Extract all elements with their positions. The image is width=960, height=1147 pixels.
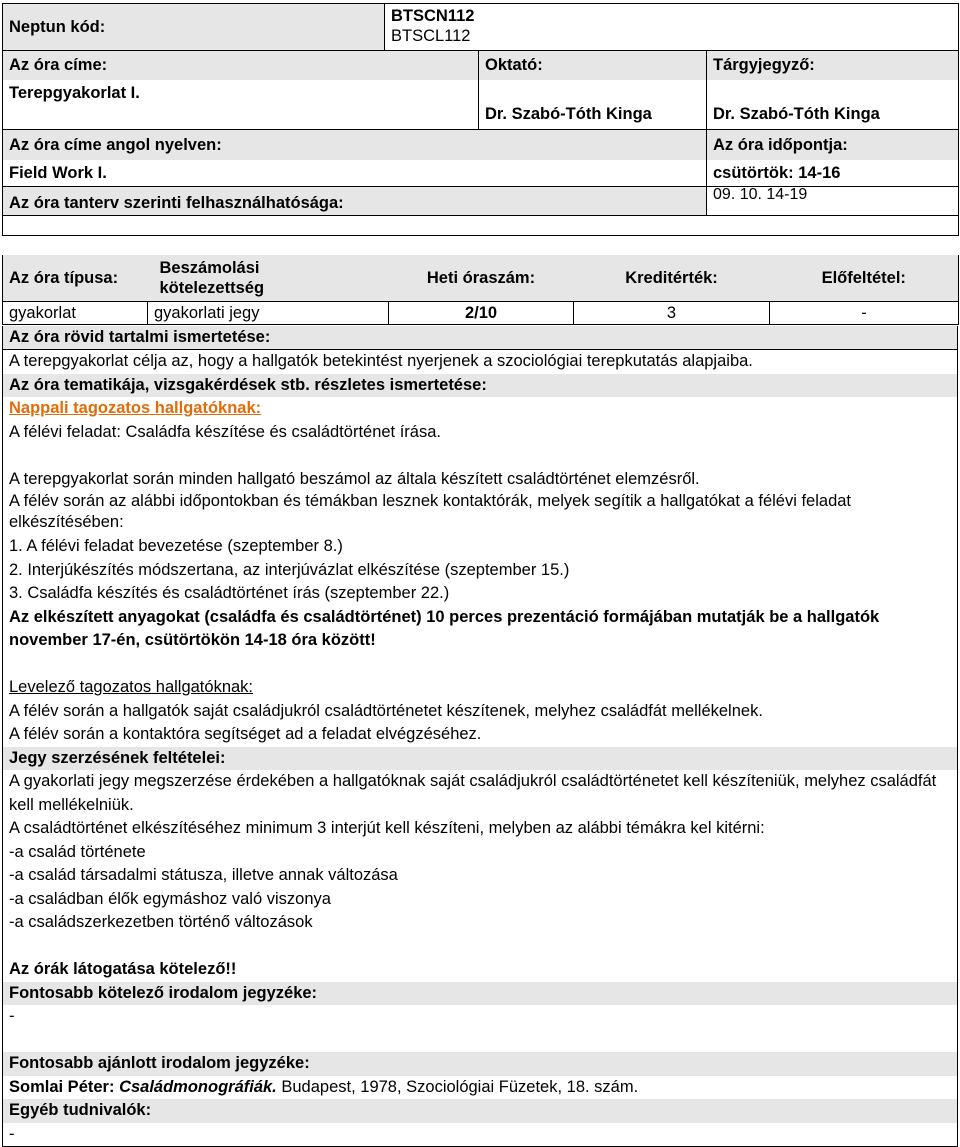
other-info-heading: Egyéb tudnivalók: (3, 1099, 957, 1123)
spacer (9, 653, 951, 677)
course-header-table (2, 3, 959, 236)
session-item: 1. A félévi feladat bevezetése (szeptember 8.) (9, 537, 343, 555)
notes-author-label: Tárgyjegyző: (707, 51, 959, 80)
fulltime-paragraph-2: A félév során az alábbi időpontokban és témákban lesznek kontaktórák, melyek segítik a hallgatókat a félévi feladat elkészítésében: (9, 492, 852, 531)
usability-label: Az óra tanterv szerinti felhasználhatósága: (3, 187, 707, 216)
parttime-paragraph-1: A félév során a hallgatók saját családjukról családtörténetet készítenek, melyhez családfát mellékelnek. (9, 701, 763, 720)
prereq-value: - (770, 301, 959, 324)
parttime-heading: Levelező tagozatos hallgatóknak: (9, 678, 254, 696)
parttime-paragraph-2: A félév során a kontaktóra segítséget ad a feladat elvégzéséhez. (9, 725, 482, 743)
time-value-1: csütörtök: 14-16 (707, 160, 959, 187)
neptun-codes (385, 4, 959, 51)
english-title-label: Az óra címe angol nyelven: (3, 130, 707, 160)
required-literature-value: - (9, 1007, 15, 1025)
rec-details: Budapest, 1978, Szociológiai Füzetek, 18. szám. (281, 1077, 639, 1096)
grading-section (3, 770, 957, 982)
content-body (2, 326, 958, 1147)
hours-label: Heti óraszám: (426, 268, 536, 287)
topics-heading: Az óra tematikája, vizsgakérdések stb. részletes ismertetése: (3, 374, 957, 398)
required-literature-heading: Fontosabb kötelező irodalom jegyzéke: (3, 982, 957, 1006)
course-meta-table (2, 255, 959, 325)
recommended-literature-heading: Fontosabb ajánlott irodalom jegyzéke: (3, 1052, 957, 1076)
summary-heading: Az óra rövid tartalmi ismertetése: (3, 326, 957, 350)
fulltime-paragraph-1: A terepgyakorlat során minden hallgató beszámol az általa készített családtörténet elemzésről. (9, 469, 700, 488)
grading-heading: Jegy szerzésének feltételei: (3, 747, 957, 771)
fulltime-heading: Nappali tagozatos hallgatóknak: (9, 399, 262, 417)
neptun-label: Neptun kód: (3, 4, 385, 51)
rec-author: Somlai Péter: (9, 1077, 115, 1096)
topics-section (3, 397, 957, 747)
credit-label: Kreditérték: (625, 268, 718, 287)
recommended-literature-item (3, 1076, 957, 1100)
notes-author-value: Dr. Szabó-Tóth Kinga (707, 80, 959, 130)
type-label: Az óra típusa: (3, 255, 148, 301)
report-label (148, 255, 389, 301)
hours-value: 2/10 (389, 301, 574, 324)
grading-paragraph-2: A családtörténet elkészítéséhez minimum 3 interjút kell készíteni, melyben az alábbi témákra kel kitérni: (9, 819, 765, 837)
teacher-label: Oktató: (479, 51, 707, 80)
credit-value: 3 (574, 301, 770, 324)
presentation-note: Az elkészített anyagokat (családfa és családtörténet) 10 perces prezentáció formájában mutatják be a hallgatók november 17-én, csütörtökön 14-18 óra között! (9, 607, 880, 649)
usability-value (3, 216, 959, 236)
teacher-value: Dr. Szabó-Tóth Kinga (479, 80, 707, 130)
grading-topic: -a családszerkezetben történő változások (9, 913, 313, 931)
summary-text: A terepgyakorlat célja az, hogy a hallgatók betekintést nyerjenek a szociológiai terepkutatás alapjaiba. (9, 352, 753, 370)
other-info-value: - (9, 1124, 15, 1143)
session-item: 3. Családfa készítés és családtörténet írás (szeptember 22.) (9, 584, 450, 602)
grading-topic: -a család társadalmi státusza, illetve annak változása (9, 866, 398, 884)
course-title-value: Terepgyakorlat I. (3, 80, 479, 130)
grading-topic: -a családban élők egymáshoz való viszonya (9, 889, 331, 908)
attendance-note: Az órák látogatása kötelező!! (9, 960, 237, 978)
fulltime-task: A félévi feladat: Családfa készítése és családtörténet írása. (9, 422, 441, 441)
neptun-code-1: BTSCN112 (391, 7, 475, 25)
spacer (9, 935, 951, 959)
time-label: Az óra időpontja: (707, 130, 959, 160)
neptun-code-2: BTSCL112 (391, 27, 471, 45)
rec-title: Családmonográfiák. (119, 1077, 277, 1096)
report-label-2: kötelezettség (159, 279, 265, 297)
report-value: gyakorlati jegy (148, 301, 389, 324)
spacer (3, 1029, 957, 1053)
time-value-2: 09. 10. 14-19 (707, 187, 959, 216)
report-label-1: Beszámolási (159, 259, 260, 277)
prereq-label: Előfeltétel: (770, 255, 959, 301)
english-title-value: Field Work I. (3, 160, 707, 187)
session-item: 2. Interjúkészítés módszertana, az interjúvázlat elkészítése (szeptember 15.) (9, 560, 570, 579)
type-value: gyakorlat (3, 301, 148, 324)
grading-paragraph-1: A gyakorlati jegy megszerzése érdekében a hallgatóknak saját családjukról családtörténetet kell készíteniük, melyhez családfát kell mellékelniük. (9, 772, 937, 814)
spacer (9, 444, 951, 468)
grading-topic: -a család története (9, 842, 146, 861)
course-title-label: Az óra címe: (3, 51, 479, 80)
